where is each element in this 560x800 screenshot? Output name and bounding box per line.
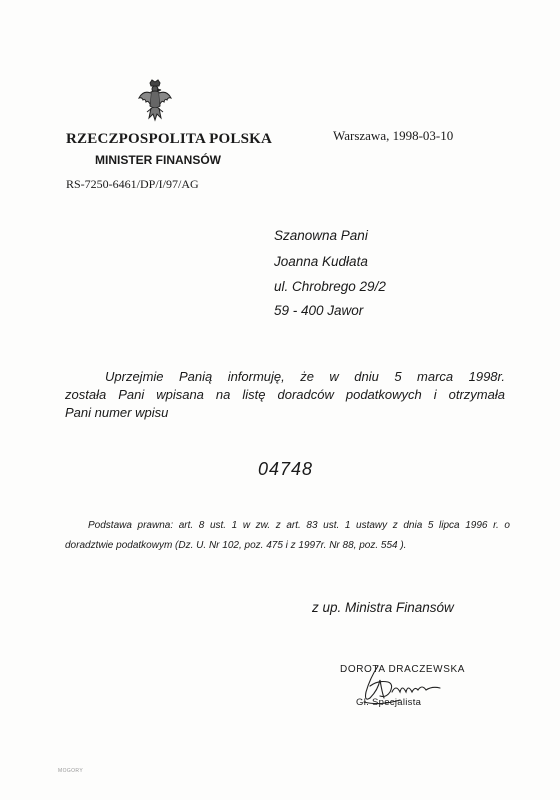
legal-line-1: Podstawa prawna: art. 8 ust. 1 w zw. z art. 83 ust. 1 ustawy z dnia 5 lipca 1996 r. o <box>88 520 510 531</box>
polish-eagle-emblem-icon <box>137 78 173 126</box>
legal-line-2: doradztwie podatkowym (Dz. U. Nr 102, poz. 475 i z 1997r. Nr 88, poz. 554 ). <box>65 540 407 551</box>
body-line-2: została Pani wpisana na listę doradców podatkowych i otrzymała <box>65 387 505 402</box>
institution-name: RZECZPOSPOLITA POLSKA <box>66 131 273 147</box>
body-line-3: Pani numer wpisu <box>65 405 169 420</box>
recipient-salutation: Szanowna Pani <box>274 228 368 243</box>
footer-mark: MOGORY <box>58 768 84 774</box>
reference-number: RS-7250-6461/DP/I/97/AG <box>66 177 199 191</box>
legal-basis <box>65 516 510 556</box>
recipient-street: ul. Chrobrego 29/2 <box>274 279 386 294</box>
letter-body <box>65 368 505 422</box>
date-line: Warszawa, 1998-03-10 <box>333 128 454 143</box>
handwritten-signature <box>340 662 470 712</box>
office-name: MINISTER FINANSÓW <box>95 153 221 167</box>
stamp-name: DOROTA DRACZEWSKA <box>340 664 466 675</box>
recipient-city: 59 - 400 Jawor <box>274 303 364 318</box>
registration-number: 04748 <box>258 459 314 479</box>
stamp-role: Gł. Specjalista <box>356 697 422 708</box>
recipient-name: Joanna Kudłata <box>274 254 368 269</box>
body-line-1: Uprzejmie Panią informuję, że w dniu 5 marca 1998r. <box>105 369 505 384</box>
closing-line: z up. Ministra Finansów <box>312 600 454 615</box>
